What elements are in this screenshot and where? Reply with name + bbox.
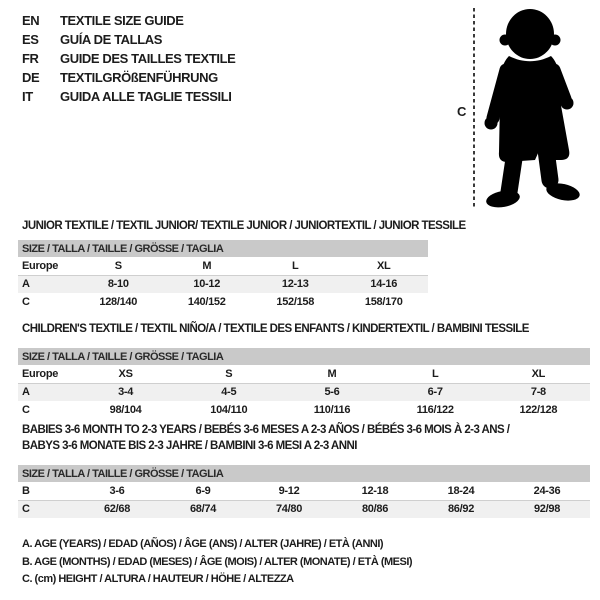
size-value: 74/80 bbox=[246, 500, 332, 518]
legend bbox=[22, 536, 412, 589]
guide-title-de: TEXTILGRÖßENFÜHRUNG bbox=[60, 70, 218, 85]
row-label: C bbox=[18, 500, 74, 518]
size-value: 80/86 bbox=[332, 500, 418, 518]
size-value: 12-18 bbox=[332, 482, 418, 500]
size-value: 3-6 bbox=[74, 482, 160, 500]
size-value: M bbox=[163, 257, 252, 275]
table-row-c bbox=[18, 293, 428, 311]
table-title-line: BABYS 3-6 MONATE BIS 2-3 JAHRE / BAMBINI 3-6 MESI A 2-3 ANNI bbox=[22, 440, 357, 452]
size-value: 140/152 bbox=[187, 296, 226, 308]
guide-title-es: GUÍA DE TALLAS bbox=[60, 32, 163, 47]
size-header-cell: SIZE / TALLA / TAILLE / GRÖSSE / TAGLIA bbox=[18, 465, 590, 482]
language-code: IT bbox=[22, 89, 33, 104]
row-label: C bbox=[22, 296, 30, 308]
size-value: XL bbox=[487, 365, 590, 383]
size-value: M bbox=[280, 365, 383, 383]
size-value: 10-12 bbox=[163, 275, 252, 293]
babies-table-title bbox=[22, 422, 509, 454]
size-value: 18-24 bbox=[418, 482, 504, 500]
legend-line: A. AGE (YEARS) / EDAD (AÑOS) / ÂGE (ANS) / ALTER (JAHRE) / ETÀ (ANNI) bbox=[22, 538, 384, 550]
table-row-a bbox=[18, 275, 428, 293]
language-row-es bbox=[22, 30, 235, 49]
language-row-it bbox=[22, 87, 235, 106]
size-value: L bbox=[384, 365, 487, 383]
row-label: Europe bbox=[18, 257, 74, 275]
row-label: Europe bbox=[18, 365, 74, 383]
language-code: DE bbox=[22, 70, 40, 85]
size-value: 104/110 bbox=[210, 404, 248, 416]
language-code: ES bbox=[22, 32, 39, 47]
size-value: 6-7 bbox=[384, 383, 487, 401]
size-value: XS bbox=[74, 365, 177, 383]
table-row-europe bbox=[18, 257, 428, 275]
size-header-row bbox=[18, 348, 590, 365]
size-value: 152/158 bbox=[276, 296, 315, 308]
table-row-c bbox=[18, 401, 590, 419]
size-value: 4-5 bbox=[177, 383, 280, 401]
language-row-de bbox=[22, 68, 235, 87]
table-title-line: JUNIOR TEXTILE / TEXTIL JUNIOR/ TEXTILE JUNIOR / JUNIORTEXTIL / JUNIOR TESSILE bbox=[22, 220, 466, 232]
size-value: 8-10 bbox=[74, 275, 163, 293]
language-row-fr bbox=[22, 49, 235, 68]
language-code: EN bbox=[22, 13, 40, 28]
children-table-title bbox=[22, 321, 529, 337]
size-value: 62/68 bbox=[74, 500, 160, 518]
row-label: A bbox=[18, 383, 74, 401]
junior-size-table bbox=[18, 240, 428, 311]
baby-silhouette bbox=[485, 9, 582, 210]
size-value: XL bbox=[340, 257, 429, 275]
size-value: 6-9 bbox=[160, 482, 246, 500]
children-size-table bbox=[18, 348, 590, 419]
size-value: 7-8 bbox=[487, 383, 590, 401]
baby-silhouette-graphic bbox=[443, 2, 600, 214]
row-label: B bbox=[18, 482, 74, 500]
row-label: C bbox=[22, 404, 30, 416]
size-header-cell: SIZE / TALLA / TAILLE / GRÖSSE / TAGLIA bbox=[18, 240, 428, 257]
size-value: 92/98 bbox=[504, 500, 590, 518]
guide-title-it: GUIDA ALLE TAGLIE TESSILI bbox=[60, 89, 232, 104]
size-value: 24-36 bbox=[504, 482, 590, 500]
size-header-row bbox=[18, 240, 428, 257]
size-value: 9-12 bbox=[246, 482, 332, 500]
guide-title-en: TEXTILE SIZE GUIDE bbox=[60, 13, 184, 28]
babies-size-table bbox=[18, 465, 590, 518]
junior-table-title bbox=[22, 218, 466, 234]
row-label: A bbox=[18, 275, 74, 293]
table-row-b bbox=[18, 482, 590, 500]
size-value: 68/74 bbox=[160, 500, 246, 518]
size-value: S bbox=[74, 257, 163, 275]
size-value: 3-4 bbox=[74, 383, 177, 401]
language-code: FR bbox=[22, 51, 39, 66]
table-row-a bbox=[18, 383, 590, 401]
baby-figure-area bbox=[443, 2, 600, 214]
legend-line: B. AGE (MONTHS) / EDAD (MESES) / ÂGE (MOIS) / ALTER (MONATE) / ETÀ (MESI) bbox=[22, 555, 413, 568]
guide-title-fr: GUIDE DES TAILLES TEXTILE bbox=[60, 51, 236, 66]
size-value: 158/170 bbox=[364, 296, 403, 308]
size-value: 110/116 bbox=[313, 404, 351, 416]
language-list bbox=[22, 11, 235, 106]
size-value: 116/122 bbox=[416, 404, 454, 416]
size-value: 5-6 bbox=[280, 383, 383, 401]
size-value: S bbox=[177, 365, 280, 383]
size-header-row bbox=[18, 465, 590, 482]
legend-line: C. (cm) HEIGHT / ALTURA / HAUTEUR / HÖHE / ALTEZZA bbox=[22, 573, 294, 585]
table-title-line: CHILDREN'S TEXTILE / TEXTIL NIÑO/A / TEXTILE DES ENFANTS / KINDERTEXTIL / BAMBINI TESSILE bbox=[22, 323, 529, 335]
size-value: L bbox=[251, 257, 340, 275]
height-measure-label: C bbox=[457, 104, 467, 119]
size-value: 98/104 bbox=[109, 404, 142, 416]
size-value: 122/128 bbox=[519, 404, 558, 416]
table-row-c bbox=[18, 500, 590, 518]
size-value: 12-13 bbox=[251, 275, 340, 293]
language-row-en bbox=[22, 11, 235, 30]
size-value: 128/140 bbox=[99, 296, 138, 308]
table-title-line: BABIES 3-6 MONTH TO 2-3 YEARS / BEBÉS 3-6 MESES A 2-3 AÑOS / BÉBÉS 3-6 MOIS À 2-3 ANS / bbox=[22, 424, 510, 436]
table-row-europe bbox=[18, 365, 590, 383]
size-value: 14-16 bbox=[340, 275, 429, 293]
size-value: 86/92 bbox=[418, 500, 504, 518]
size-header-cell: SIZE / TALLA / TAILLE / GRÖSSE / TAGLIA bbox=[18, 348, 590, 365]
